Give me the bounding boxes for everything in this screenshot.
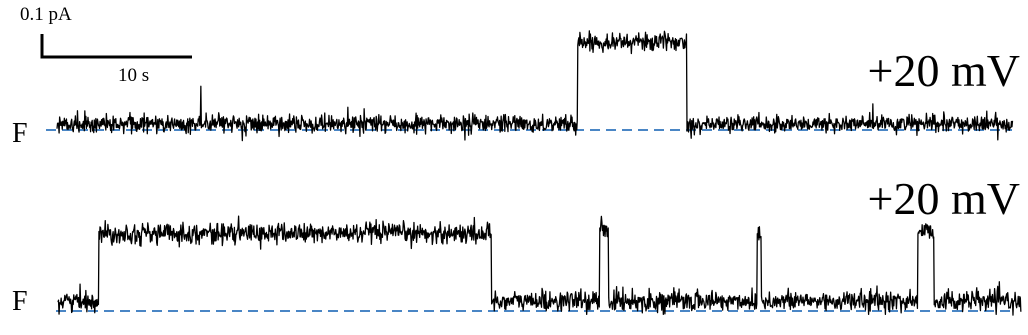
baseline-label-2: F: [12, 286, 28, 317]
voltage-label-1: +20 mV: [867, 45, 1020, 96]
scale-bar-current-label: 0.1 pA: [20, 4, 72, 25]
voltage-label-2: +20 mV: [867, 173, 1020, 224]
current-trace-2: [58, 216, 1021, 315]
scale-bar: [20, 4, 192, 86]
trace-panel-1: [12, 31, 1020, 149]
baseline-label-1: F: [12, 118, 28, 149]
scale-bar-time-label: 10 s: [118, 65, 150, 86]
trace-panel-2: [12, 173, 1021, 317]
